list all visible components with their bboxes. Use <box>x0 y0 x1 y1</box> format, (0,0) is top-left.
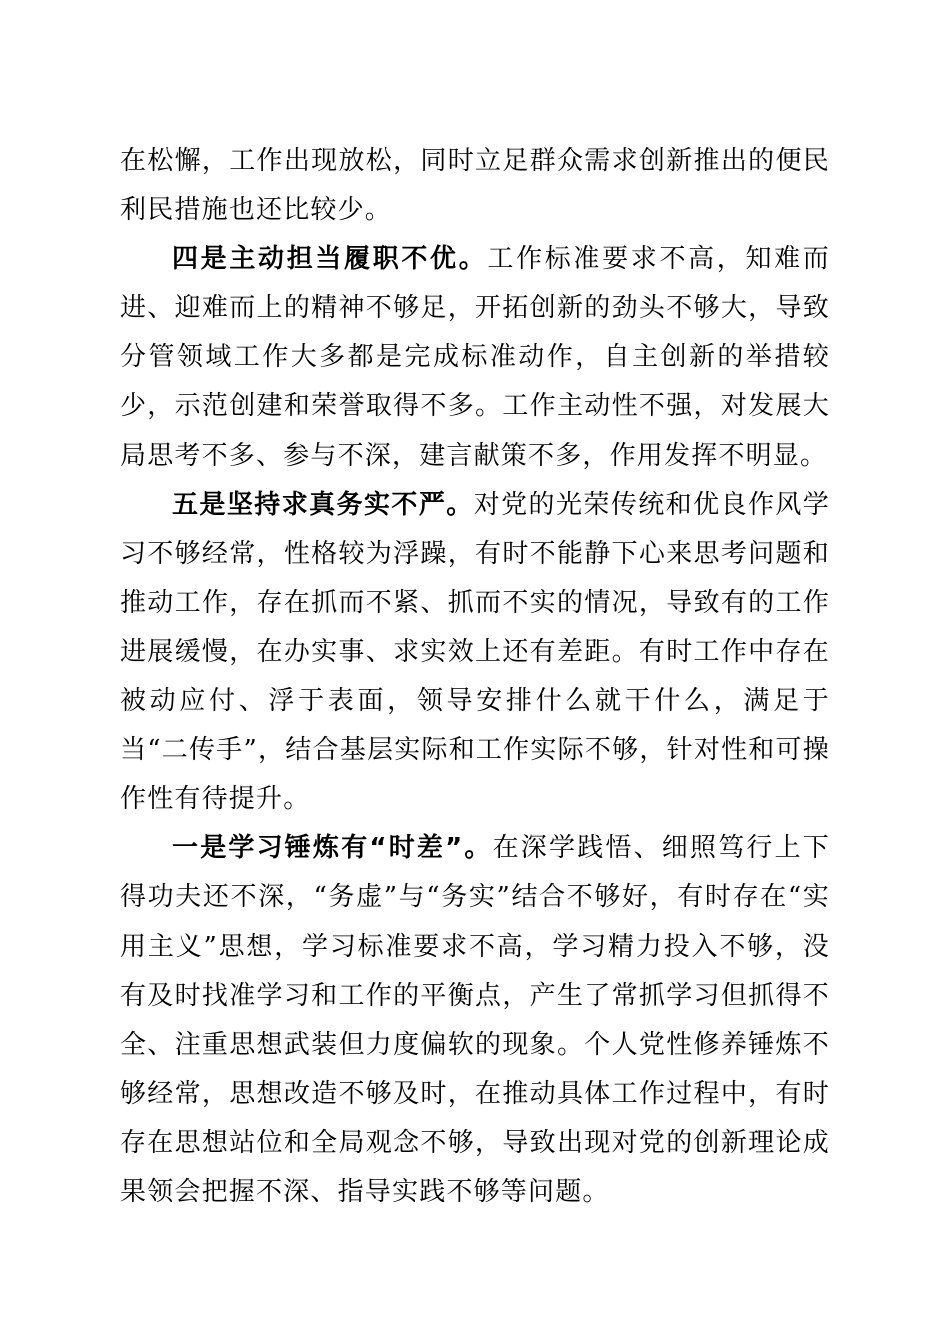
document-page <box>120 137 830 1217</box>
paragraph-lead: 四是主动担当履职不优。 <box>172 244 488 275</box>
paragraph-lead: 一是学习锤炼有“时差”。 <box>172 833 493 864</box>
paragraph-point-four <box>120 235 830 480</box>
paragraph-body: 在深学践悟、细照笃行上下得功夫还不深，“务虚”与“务实”结合不够好，有时存在“实用主义”思想，学习标准要求不高，学习精力投入不够，没有及时找准学习和工作的平衡点，产生了常抓学习但抓得不全、注重思想武装但力度偏软的现象。个人党性修养锤炼不够经常，思想改造不够及时，在推动具体工作过程中，有时存在思想站位和全局观念不够，导致出现对党的创新理论成果领会把握不深、指导实践不够等问题。 <box>120 833 831 1207</box>
paragraph-lead: 五是坚持求真务实不严。 <box>172 489 474 520</box>
paragraph-body: 对党的光荣传统和优良作风学习不够经常，性格较为浮躁，有时不能静下心来思考问题和推动工作，存在抓而不紧、抓而不实的情况，导致有的工作进展缓慢，在办实事、求实效上还有差距。有时工作中存在被动应付、浮于表面，领导安排什么就干什么，满足于当“二传手”，结合基层实际和工作实际不够，针对性和可操作性有待提升。 <box>120 489 830 815</box>
paragraph-root-cause-one <box>120 824 830 1217</box>
paragraph-body: 工作标准要求不高，知难而进、迎难而上的精神不够足，开拓创新的劲头不够大，导致分管领域工作大多都是完成标准动作，自主创新的举措较少，示范创建和荣誉取得不多。工作主动性不强，对发展大局思考不多、参与不深，建言献策不多，作用发挥不明显。 <box>120 244 831 471</box>
paragraph-continuation <box>120 137 830 235</box>
paragraph-point-five <box>120 481 830 825</box>
paragraph-body: 在松懈，工作出现放松，同时立足群众需求创新推出的便民利民措施也还比较少。 <box>120 146 830 226</box>
